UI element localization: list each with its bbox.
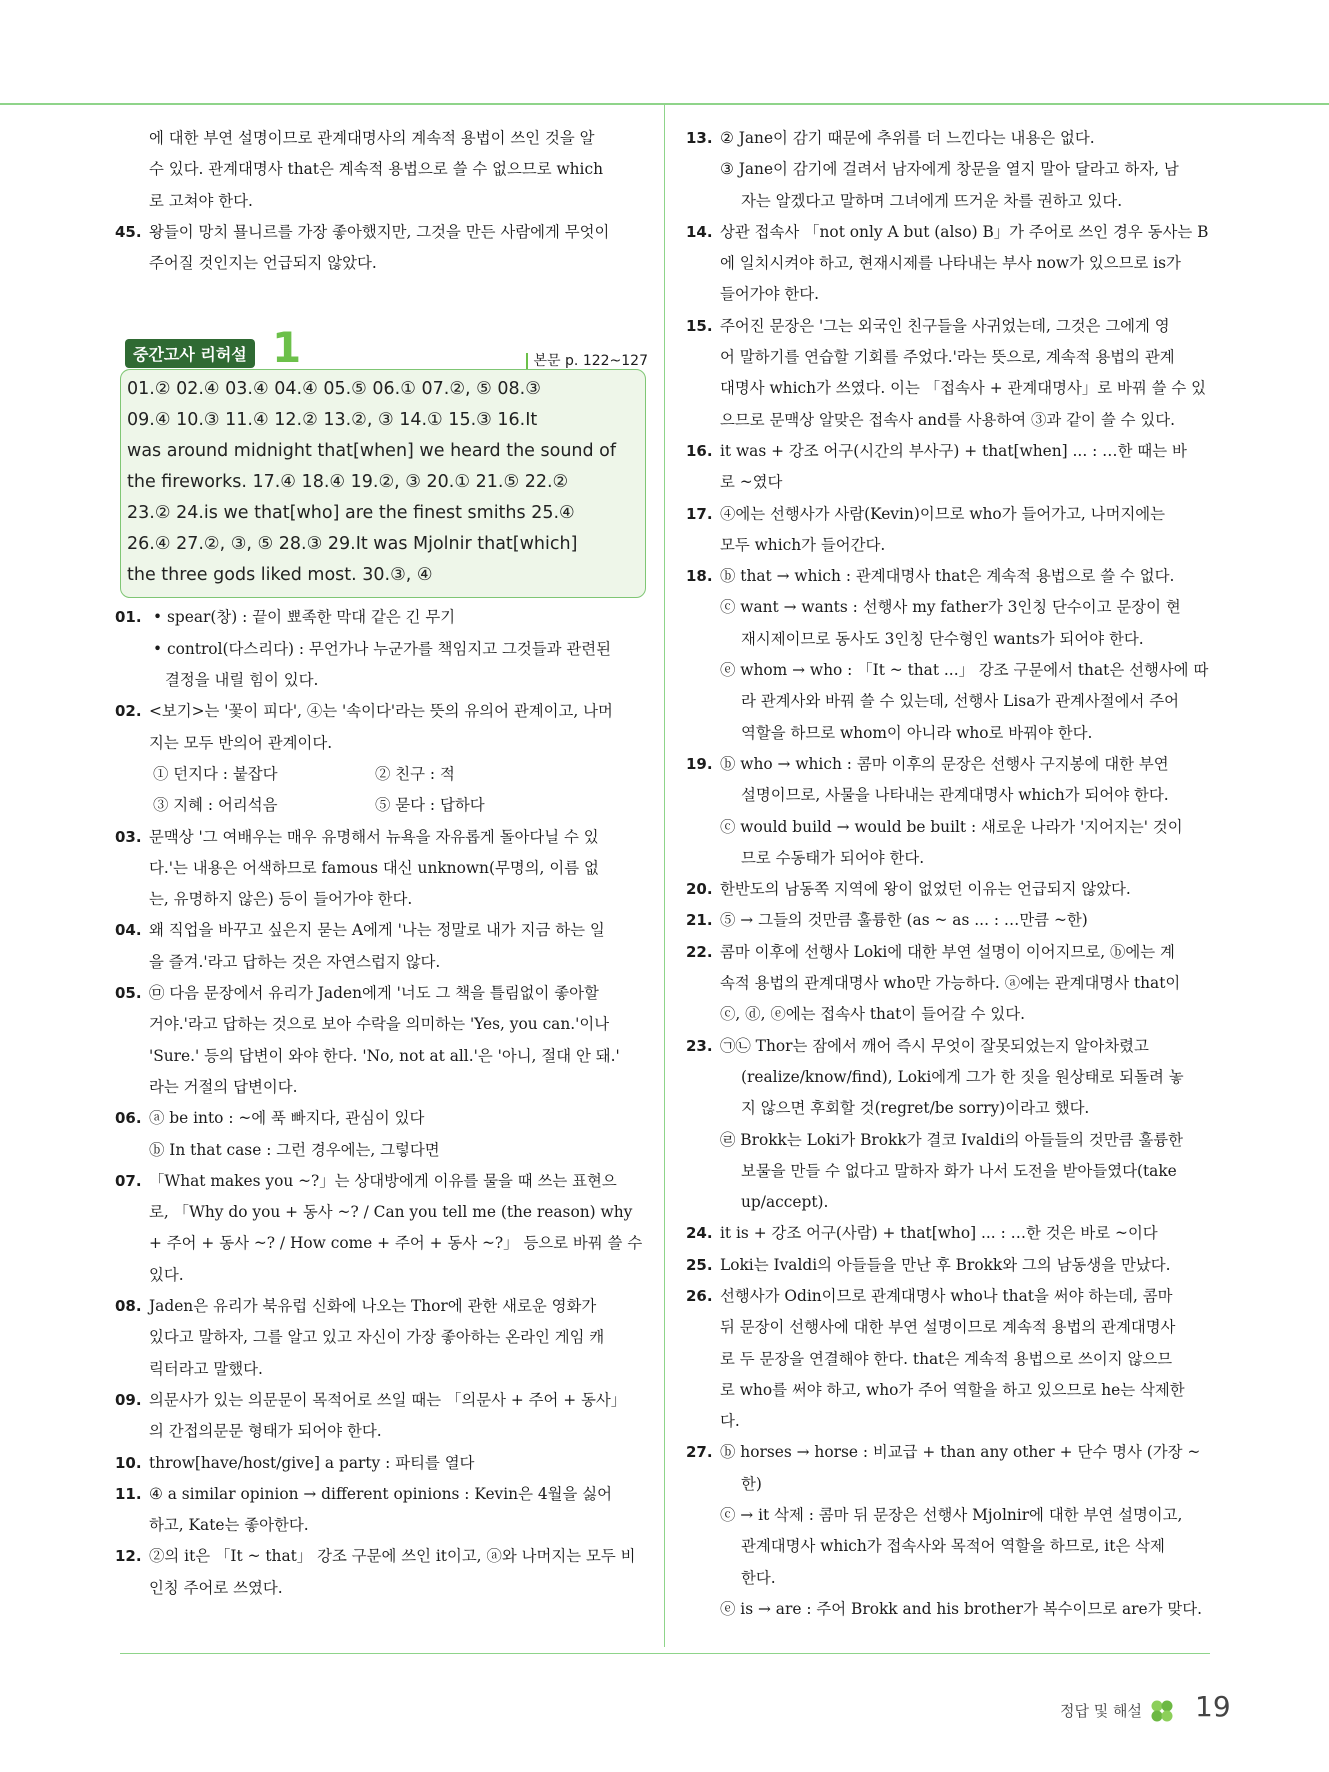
text-line (686, 405, 1213, 436)
line-text: 왕들이 망치 묠니르를 가장 좋아했지만, 그것을 만든 사람에게 무엇이 (149, 222, 610, 241)
text-line (115, 1041, 643, 1072)
text-line (115, 634, 643, 665)
text-line (115, 1573, 643, 1604)
item-number: 16. (686, 441, 713, 460)
line-text: ④에는 선행사가 사람(Kevin)이므로 who가 들어가고, 나머지에는 (720, 504, 1166, 523)
text-line (686, 780, 1213, 811)
item-number: 08. (115, 1297, 142, 1316)
line-text: 왜 직업을 바꾸고 싶은지 묻는 A에게 '나는 정말로 내가 지금 하는 일 (149, 921, 605, 940)
clover-leaf-icon (1148, 1697, 1176, 1725)
page-number: 19 (1195, 1690, 1231, 1723)
line-text: 주어진 문장은 '그는 외국인 친구들을 사귀었는데, 그것은 그에게 영 (720, 316, 1170, 335)
line-text: • control(다스리다) : 무언가나 누군가를 책임지고 그것들과 관련된 (153, 639, 611, 658)
item-number: 10. (115, 1453, 142, 1472)
item-number: 18. (686, 567, 713, 586)
text-line (686, 749, 1213, 780)
line-text: 상관 접속사 「not only A but (also) B」가 주어로 쓰인 경우 동사는 B (720, 222, 1209, 241)
item-number: 04. (115, 921, 142, 940)
item-number: 02. (115, 702, 142, 721)
line-text: ⓒ, ⓓ, ⓔ에는 접속사 that이 들어갈 수 있다. (720, 1005, 1025, 1024)
line-text: ⓑ that → which : 관계대명사 that은 계속적 용법으로 쓸 수 없다. (720, 567, 1175, 586)
line-text: 라 관계사와 바꿔 쓸 수 있는데, 선행사 Lisa가 관계사절에서 주어 (741, 692, 1179, 711)
item-number: 15. (686, 316, 713, 335)
text-line (115, 728, 643, 759)
left-column (115, 123, 648, 1604)
line-text: 므로 수동태가 되어야 한다. (741, 848, 925, 867)
answer-line: 23.② 24.is we that[who] are the finest smiths 25.④ (127, 503, 575, 524)
line-text: + 주어 + 동사 ~? / How come + 주어 + 동사 ~?」 등으로 바꿔 쓸 수 (149, 1234, 643, 1253)
text-line (686, 1156, 1213, 1187)
text-line (686, 1031, 1213, 1062)
line-text: ⓒ → it 삭제 : 콤마 뒤 문장은 선행사 Mjolnir에 대한 부연 설명이고, (720, 1506, 1183, 1525)
answer-line: 26.④ 27.②, ③, ⑤ 28.③ 29.It was Mjolnir that[which] (127, 534, 578, 555)
text-line (115, 978, 643, 1009)
text-line (115, 154, 643, 185)
answer-line: the three gods liked most. 30.③, ④ (127, 565, 433, 586)
text-line (686, 311, 1213, 342)
text-line (115, 1260, 643, 1291)
line-text: <보기>는 '꽃이 피다', ④는 '속이다'라는 뜻의 유의어 관계이고, 나머 (149, 702, 613, 721)
column-separator (664, 105, 665, 1647)
line-text: 결정을 내릴 힘이 있다. (165, 671, 319, 690)
text-line (686, 1125, 1213, 1156)
item-number: 14. (686, 222, 713, 241)
line-text: 'Sure.' 등의 답변이 와야 한다. 'No, not at all.'은 '아니, 절대 안 돼.' (149, 1046, 620, 1065)
line-text: ③ Jane이 감기에 걸려서 남자에게 창문을 열지 말아 달라고 하자, 남 (720, 160, 1179, 179)
line-text: ②의 it은 「It ~ that」 강조 구문에 쓰인 it이고, ⓐ와 나머지는 모두 비 (149, 1547, 636, 1566)
text-line (115, 947, 643, 978)
text-line (686, 1250, 1213, 1281)
line-text: 설명이므로, 사물을 나타내는 관계대명사 which가 되어야 한다. (741, 786, 1169, 805)
text-line (686, 217, 1213, 248)
text-line (686, 1437, 1213, 1468)
item-number: 25. (686, 1255, 713, 1274)
text-line (686, 123, 1213, 154)
line-text: 있다. (149, 1265, 184, 1284)
item-number: 27. (686, 1443, 713, 1462)
text-line (686, 1344, 1213, 1375)
line-text: 관계대명사 which가 접속사와 목적어 역할을 하므로, it은 삭제 (741, 1537, 1165, 1556)
item-number: 26. (686, 1286, 713, 1305)
text-line (686, 1563, 1213, 1594)
line-text: ② Jane이 감기 때문에 추위를 더 느낀다는 내용은 없다. (720, 129, 1095, 147)
line-text: 하고, Kate는 좋아한다. (149, 1516, 309, 1535)
line-text: • spear(창) : 끝이 뾰족한 막대 같은 긴 무기 (153, 608, 456, 627)
line-text: 뒤 문장이 선행사에 대한 부연 설명이므로 계속적 용법의 관계대명사 (720, 1318, 1176, 1337)
line-text: 속적 용법의 관계대명사 who만 가능하다. ⓐ에는 관계대명사 that이 (720, 974, 1181, 993)
line-text: 문맥상 '그 여배우는 매우 유명해서 뉴욕을 자유롭게 돌아다닐 수 있 (149, 827, 599, 846)
text-line (115, 602, 643, 633)
text-line (686, 812, 1213, 843)
item-number: 12. (115, 1547, 142, 1566)
text-line (686, 624, 1213, 655)
text-line (115, 1135, 643, 1166)
right-column (686, 123, 1213, 1625)
text-line (686, 561, 1213, 592)
line-text: it is + 강조 어구(사람) + that[who] ... : …한 것은 바로 ~이다 (720, 1224, 1158, 1243)
text-line (686, 186, 1213, 217)
text-line (686, 1594, 1213, 1625)
line-text: ⓑ who → which : 콤마 이후의 문장은 선행사 구지봉에 대한 부연 (720, 754, 1169, 773)
line-text: 에 일치시켜야 하고, 현재시제를 나타내는 부사 now가 있으므로 is가 (720, 254, 1181, 273)
line-text: ⓔ whom → who : 「It ~ that ...」 강조 구문에서 that은 선행사에 따 (720, 661, 1209, 680)
answer-line: 09.④ 10.③ 11.④ 12.② 13.②, ③ 14.① 15.③ 16.It (127, 410, 538, 431)
line-text: 한) (741, 1474, 762, 1493)
item-number: 24. (686, 1224, 713, 1243)
line-text: 의 간접의문문 형태가 되어야 한다. (149, 1422, 382, 1441)
text-line (686, 937, 1213, 968)
line-text-second: ② 친구 : 적 (375, 764, 455, 783)
text-line (115, 1322, 643, 1353)
line-text: 는, 유명하지 않은) 등이 들어가야 한다. (149, 890, 413, 909)
line-text: ⓒ would build → would be built : 새로운 나라가 '지어지는' 것이 (720, 817, 1183, 836)
text-line (686, 499, 1213, 530)
item-number: 13. (686, 129, 713, 147)
section-header (115, 323, 648, 373)
line-text: 다.'는 내용은 어색하므로 famous 대신 unknown(무명의, 이름 없 (149, 858, 599, 877)
item-number: 45. (115, 222, 142, 241)
item-number: 06. (115, 1109, 142, 1128)
section-label: 중간고사 리허설 (125, 339, 255, 368)
line-text: 대명사 which가 쓰였다. 이는 「접속사 + 관계대명사」로 바꿔 쓸 수 있 (720, 379, 1206, 398)
text-line (686, 154, 1213, 185)
text-line (115, 1541, 643, 1572)
text-line (686, 874, 1213, 905)
text-line (686, 373, 1213, 404)
line-text: 지 않으면 후회할 것(regret/be sorry)이라고 했다. (741, 1099, 1090, 1118)
line-text-second: ⑤ 묻다 : 답하다 (375, 796, 485, 815)
line-text: 릭터라고 말했다. (149, 1359, 263, 1378)
line-text: ⑤ → 그들의 것만큼 훌륭한 (as ~ as ... : …만큼 ~한) (720, 911, 1088, 930)
line-text: it was + 강조 어구(시간의 부사구) + that[when] ... : …한 때는 바 (720, 441, 1187, 460)
item-number: 22. (686, 942, 713, 961)
text-line (686, 1500, 1213, 1531)
item-number: 11. (115, 1484, 142, 1503)
line-text: Jaden은 유리가 북유럽 신화에 나오는 Thor에 관한 새로운 영화가 (149, 1297, 597, 1316)
text-line (115, 822, 643, 853)
text-line (686, 686, 1213, 717)
text-line (115, 1354, 643, 1385)
footer-label: 정답 및 해설 (1060, 1702, 1142, 1720)
line-text: 역할을 하므로 whom이 아니라 who로 바꿔야 한다. (741, 723, 1093, 742)
item-number: 09. (115, 1390, 142, 1409)
line-text: 어 말하기를 연습할 기회를 주었다.'라는 뜻으로, 계속적 용법의 관계 (720, 348, 1175, 367)
text-line (115, 1228, 643, 1259)
text-line (686, 1375, 1213, 1406)
line-text: 로 두 문장을 연결해야 한다. that은 계속적 용법으로 쓰이지 않으므 (720, 1349, 1173, 1368)
text-line (686, 1281, 1213, 1312)
text-line (115, 1510, 643, 1541)
answer-line: the fireworks. 17.④ 18.④ 19.②, ③ 20.① 21.⑤ 22.② (127, 472, 569, 493)
line-text: 재시제이므로 동사도 3인칭 단수형인 wants가 되어야 한다. (741, 629, 1144, 648)
left-explanations (115, 602, 643, 1604)
line-text: 로, 「Why do you + 동사 ~? / Can you tell me (the reason) why (149, 1203, 633, 1222)
line-text: 있다고 말하자, 그를 알고 있고 자신이 가장 좋아하는 온라인 게임 캐 (149, 1328, 605, 1347)
line-text: 「What makes you ~?」는 상대방에게 이유를 물을 때 쓰는 표현으 (149, 1171, 617, 1190)
line-text: 지는 모두 반의어 관계이다. (149, 733, 333, 752)
item-number: 17. (686, 504, 713, 523)
line-text: ㉠㉡ Thor는 잠에서 깨어 즉시 무엇이 잘못되었는지 알아차렸고 (720, 1036, 1149, 1055)
line-text: 들어가야 한다. (720, 285, 819, 304)
text-line (115, 696, 643, 727)
line-text: ⓑ In that case : 그런 경우에는, 그렇다면 (149, 1140, 440, 1159)
text-line (686, 718, 1213, 749)
line-text: ⓑ horses → horse : 비교급 + than any other + 단수 명사 (가장 ~ (720, 1443, 1201, 1462)
text-line (115, 1103, 643, 1134)
text-line (115, 123, 643, 154)
text-line (686, 1406, 1213, 1437)
text-line (115, 1479, 643, 1510)
text-line (686, 968, 1213, 999)
text-line (686, 342, 1213, 373)
item-number: 21. (686, 911, 713, 930)
text-line (115, 790, 643, 821)
line-text: 모두 which가 들어간다. (720, 535, 886, 554)
text-line (686, 436, 1213, 467)
line-text: ㉤ 다음 문장에서 유리가 Jaden에게 '너도 그 책을 틀림없이 좋아할 (149, 984, 599, 1003)
text-line (686, 279, 1213, 310)
line-text: ⓒ want → wants : 선행사 my father가 3인칭 단수이고 문장이 현 (720, 598, 1181, 617)
line-text: 보물을 만들 수 없다고 말하자 화가 나서 도전을 받아들였다(take (741, 1161, 1177, 1180)
line-text: ① 던지다 : 붙잡다 (153, 764, 278, 783)
text-line (115, 1291, 643, 1322)
text-line (686, 1469, 1213, 1500)
answer-line: 01.② 02.④ 03.④ 04.④ 05.⑤ 06.① 07.②, ⑤ 08.③ (127, 379, 541, 400)
line-text: ㉣ Brokk는 Loki가 Brokk가 결코 Ivaldi의 아들들의 것만큼 훌륭한 (720, 1130, 1183, 1149)
line-text: ⓔ is → are : 주어 Brokk and his brother가 복수이므로 are가 맞다. (720, 1599, 1203, 1618)
right-explanations (686, 123, 1213, 1625)
text-line (115, 186, 643, 217)
line-text: 로 who를 써야 하고, who가 주어 역할을 하고 있으므로 he는 삭제한 (720, 1380, 1185, 1399)
text-line (686, 905, 1213, 936)
item-number: 01. (115, 608, 142, 627)
line-text: 인칭 주어로 쓰였다. (149, 1578, 283, 1597)
item-number: 07. (115, 1171, 142, 1190)
line-text: Loki는 Ivaldi의 아들들을 만난 후 Brokk와 그의 남동생을 만났다. (720, 1255, 1171, 1274)
text-line (115, 853, 643, 884)
line-text: 수 있다. 관계대명사 that은 계속적 용법으로 쓸 수 없으므로 which (149, 160, 604, 179)
text-line (115, 665, 643, 696)
line-text: 주어질 것인지는 언급되지 않았다. (149, 254, 377, 273)
text-line (115, 1197, 643, 1228)
item-number: 05. (115, 984, 142, 1003)
text-line (115, 1009, 643, 1040)
text-line (686, 530, 1213, 561)
left-explanations-top (115, 123, 643, 279)
line-text: 한반도의 남동쪽 지역에 왕이 없었던 이유는 언급되지 않았다. (720, 880, 1131, 899)
page-reference: 본문 p. 122~127 (526, 353, 648, 369)
line-text: throw[have/host/give] a party : 파티를 열다 (149, 1453, 475, 1472)
item-number: 20. (686, 880, 713, 899)
text-line (686, 592, 1213, 623)
line-text: 거야.'라고 답하는 것으로 보아 수락을 의미하는 'Yes, you can.'이나 (149, 1015, 610, 1034)
text-line (686, 467, 1213, 498)
line-text: 의문사가 있는 의문문이 목적어로 쓰일 때는 「의문사 + 주어 + 동사」 (149, 1390, 627, 1409)
text-line (115, 217, 643, 248)
text-line (686, 248, 1213, 279)
item-number: 23. (686, 1036, 713, 1055)
line-text: 으므로 문맥상 알맞은 접속사 and를 사용하여 ③과 같이 쓸 수 있다. (720, 410, 1175, 429)
text-line (115, 884, 643, 915)
text-line (686, 1187, 1213, 1218)
section-number: 1 (272, 323, 302, 373)
item-number: 19. (686, 754, 713, 773)
text-line (115, 915, 643, 946)
answer-key-box (120, 369, 646, 598)
text-line (686, 1531, 1213, 1562)
text-line (115, 1166, 643, 1197)
line-text: 한다. (741, 1568, 776, 1587)
line-text: 다. (720, 1412, 740, 1431)
line-text: ⓐ be into : ~에 푹 빠지다, 관심이 있다 (149, 1109, 425, 1128)
line-text: 자는 알겠다고 말하며 그녀에게 뜨거운 차를 권하고 있다. (741, 191, 1123, 210)
line-text: 에 대한 부연 설명이므로 관계대명사의 계속적 용법이 쓰인 것을 알 (149, 129, 595, 147)
text-line (115, 1072, 643, 1103)
line-text: ③ 지혜 : 어리석음 (153, 796, 278, 815)
line-text: 라는 거절의 답변이다. (149, 1077, 298, 1096)
line-text: ④ a similar opinion → different opinions : Kevin은 4월을 싫어 (149, 1484, 613, 1503)
answer-line: was around midnight that[when] we heard the sound of (127, 441, 617, 462)
text-line (115, 1416, 643, 1447)
line-text: (realize/know/find), Loki에게 그가 한 짓을 원상태로 되돌려 놓 (741, 1067, 1184, 1086)
text-line (115, 1385, 643, 1416)
line-text: up/accept). (741, 1193, 829, 1212)
text-line (686, 1062, 1213, 1093)
text-line (115, 759, 643, 790)
line-text: 선행사가 Odin이므로 관계대명사 who나 that을 써야 하는데, 콤마 (720, 1286, 1173, 1305)
line-text: 콤마 이후에 선행사 Loki에 대한 부연 설명이 이어지므로, ⓑ에는 계 (720, 942, 1175, 961)
line-text: 로 ~였다 (720, 473, 783, 492)
text-line (115, 248, 643, 279)
text-line (686, 843, 1213, 874)
text-line (686, 655, 1213, 686)
line-text: 을 즐겨.'라고 답하는 것은 자연스럽지 않다. (149, 952, 441, 971)
text-line (686, 1093, 1213, 1124)
line-text: 로 고쳐야 한다. (149, 191, 253, 210)
text-line (686, 1312, 1213, 1343)
text-line (686, 1218, 1213, 1249)
text-line (115, 1448, 643, 1479)
bottom-rule (120, 1653, 1210, 1654)
item-number: 03. (115, 827, 142, 846)
text-line (686, 999, 1213, 1030)
